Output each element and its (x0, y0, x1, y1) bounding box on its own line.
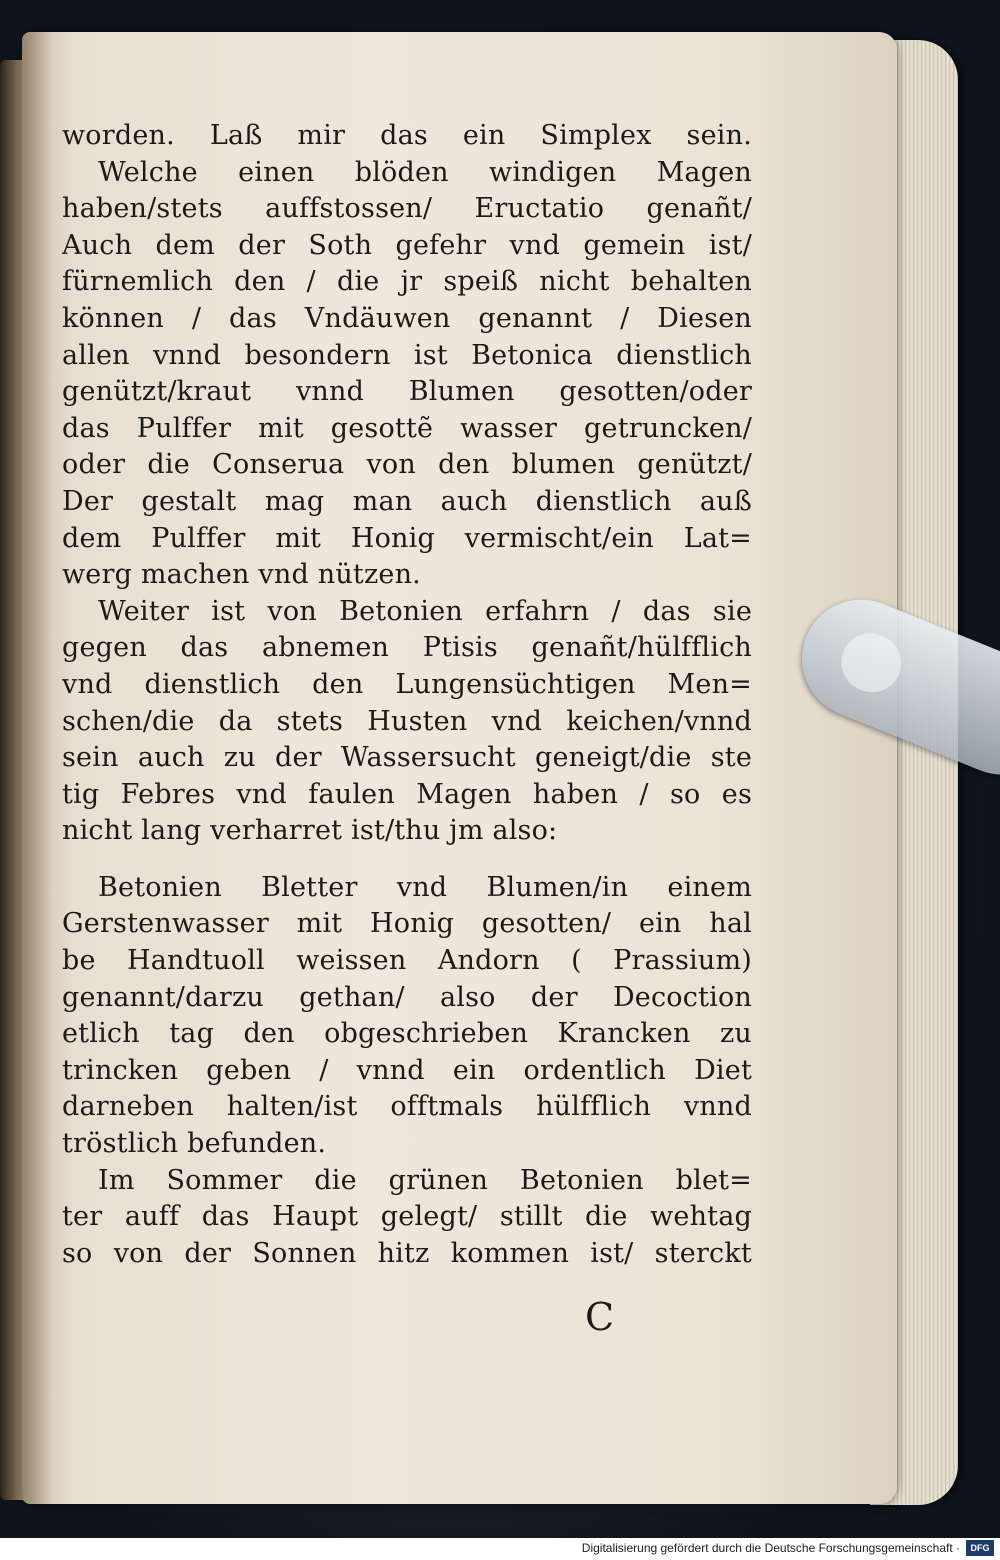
text-line: worden. Laß mir das ein Simplex sein. (62, 120, 752, 151)
text-line: Gerstenwasser mit Honig gesotten/ ein hal (62, 908, 752, 940)
signature-mark: C (585, 1295, 615, 1339)
text-line: tig Febres vnd faulen Magen haben / so es (62, 778, 752, 810)
text-line: werg machen vnd nützen. (62, 559, 421, 591)
bookmark-tab-hole (833, 625, 910, 701)
footer-bar (0, 1538, 1000, 1560)
text-line: Welche einen blöden windigen Magen (98, 156, 752, 188)
text-line: Der gestalt mag man auch dienstlich auß (62, 485, 752, 517)
text-line: Weiter ist von Betonien erfahrn / das sie (98, 595, 752, 627)
text-line: dem Pulffer mit Honig vermischt/ein Lat= (62, 522, 752, 554)
text-line: etlich tag den obgeschrieben Krancken zu (62, 1018, 752, 1050)
text-line: darneben halten/ist offtmals hülfflich vnnd (62, 1091, 752, 1123)
dfg-logo: DFG (966, 1540, 994, 1556)
text-line: ter auff das Haupt gelegt/ stillt die wehtag (62, 1201, 752, 1233)
text-line: das Pulffer mit gesottẽ wasser getruncken/ (62, 412, 752, 444)
text-line: trincken geben / vnnd ein ordentlich Diet (62, 1054, 752, 1086)
text-line: gegen das abnemen Ptisis genañt/hülfflich (62, 632, 752, 664)
text-line: vnd dienstlich den Lungensüchtigen Men= (62, 668, 752, 700)
text-line: oder die Conserua von den blumen genützt/ (62, 449, 752, 481)
paragraph-gap (62, 850, 752, 870)
text-line: Betonien Bletter vnd Blumen/in einem (98, 871, 752, 903)
text-line: Im Sommer die grünen Betonien blet= (98, 1164, 752, 1196)
text-line: können / das Vndäuwen genannt / Diesen (62, 302, 752, 334)
text-line: fürnemlich den / die jr speiß nicht behalten (62, 266, 752, 298)
spine-shadow (22, 32, 52, 1504)
text-line: schen/die da stets Husten vnd keichen/vnnd (62, 705, 752, 737)
text-line: sein auch zu der Wassersucht geneigt/die ste (62, 742, 752, 774)
text-line: tröstlich befunden. (62, 1128, 327, 1160)
text-line: haben/stets auffstossen/ Eructatio genañt/ (62, 193, 752, 225)
text-line: allen vnnd besondern ist Betonica dienstlich (62, 339, 752, 371)
page-text (62, 118, 752, 1272)
text-line: be Handtuoll weissen Andorn ( Prassium) (62, 945, 752, 977)
text-line: so von der Sonnen hitz kommen ist/ sterckt (62, 1237, 752, 1269)
text-line: Auch dem der Soth gefehr vnd gemein ist/ (62, 229, 752, 261)
text-line: genützt/kraut vnnd Blumen gesotten/oder (62, 376, 752, 408)
text-line: genannt/darzu gethan/ also der Decoction (62, 981, 752, 1013)
footer-credit: Digitalisierung gefördert durch die Deutsche Forschungsgemeinschaft · (581, 1541, 960, 1555)
text-line: nicht lang verharret ist/thu jm also: (62, 815, 558, 847)
